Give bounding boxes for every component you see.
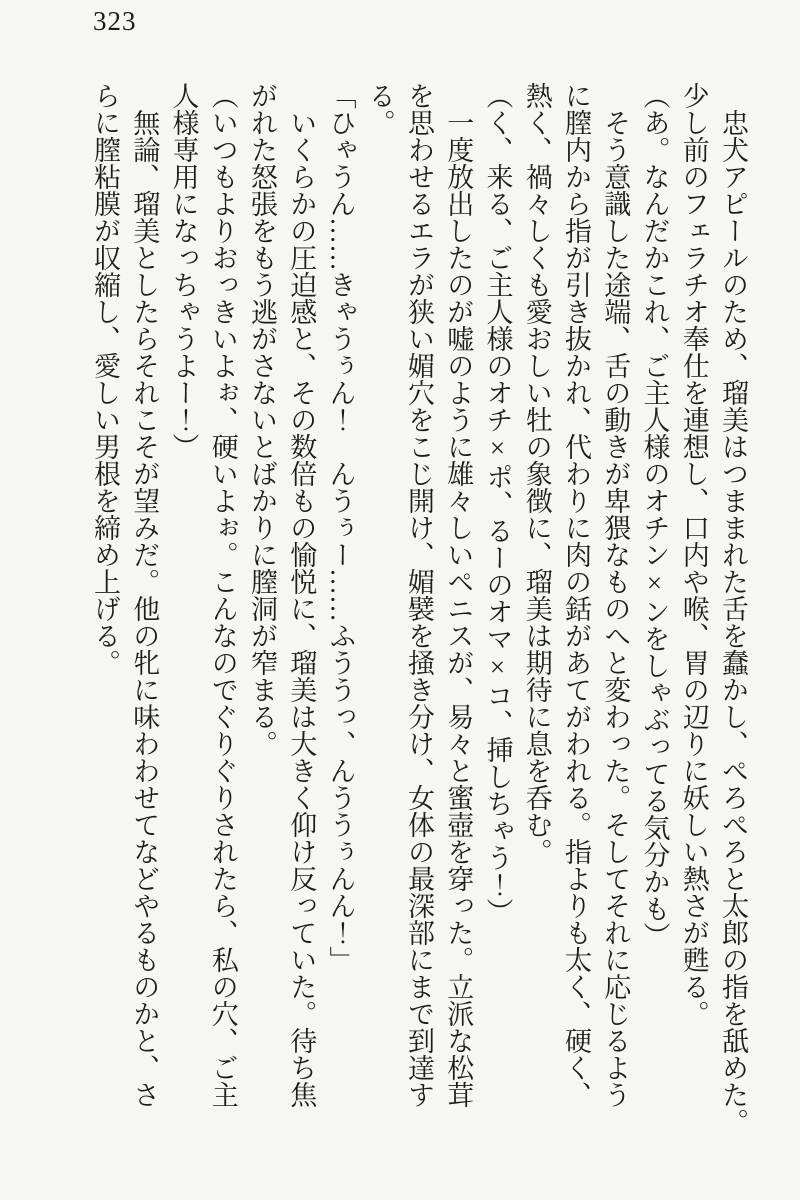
text-column: を思わせるエラが狭い媚穴をこじ開け、媚襞を掻き分け、女体の最深部にまで到達す	[404, 82, 434, 1108]
text-block	[85, 82, 752, 1135]
text-column: 忠犬アピールのため、瑠美はつままれた舌を蠢かし、ぺろぺろと太郎の指を舐めた。	[718, 109, 748, 1135]
text-column: （いつもよりおっきいよぉ、硬いよぉ。こんなのでぐりぐりされたら、私の穴、ご主	[207, 82, 238, 1108]
text-column: 人様専用になっちゃうよー！）	[168, 82, 199, 460]
text-column: いくらかの圧迫感と、その数倍もの愉悦に、瑠美は大きく仰け反っていた。待ち焦	[286, 109, 317, 1108]
text-column: に膣内から指が引き抜かれ、代わりに肉の銛があてがわれる。指よりも太く、硬く、	[561, 82, 591, 1108]
text-column: （く、来る、ご主人様のオチ×ポ、るーのオマ×コ、挿しちゃう！）	[482, 82, 513, 925]
text-column: がれた怒張をもう逃がさないとばかりに膣洞が窄まる。	[247, 82, 277, 757]
text-column: らに膣粘膜が収縮し、愛しい男根を締め上げる。	[90, 82, 120, 676]
text-column: そう意識した途端、舌の動きが卑猥なものへと変わった。そしてそれに応じるよう	[600, 109, 631, 1108]
page-number: 323	[93, 6, 137, 36]
text-column: （あ。なんだかこれ、ご主人様のオチン×ンをしゃぶってる気分かも）	[639, 82, 670, 949]
text-column: 熱く、禍々しくも愛おしい牡の象徴に、瑠美は期待に息を呑む。	[521, 82, 552, 865]
text-column: 「ひゃうん……きゃうぅん！ んうぅー……ふううっ、んううぅんん！」	[325, 82, 356, 973]
text-column: 無論、瑠美としたらそれこそが望みだ。他の牝に味わわせてなどやるものかと、さ	[129, 109, 160, 1108]
text-column: 少し前のフェラチオ奉仕を連想し、口内や喉、胃の辺りに妖しい熱さが甦る。	[678, 82, 709, 1027]
text-column: る。	[364, 82, 395, 136]
text-column: 一度放出したのが嘘のように雄々しいペニスが、易々と蜜壺を穿った。立派な松茸	[443, 109, 474, 1108]
